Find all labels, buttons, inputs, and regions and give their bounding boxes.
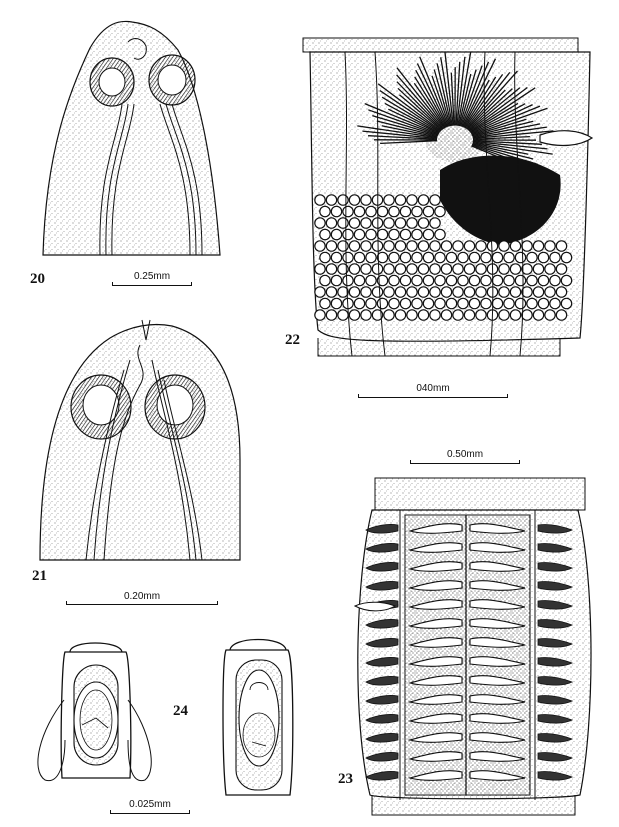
scale-bar-24	[110, 810, 190, 814]
figure-number-22: 22	[285, 332, 300, 348]
scale-label-24: 0.025mm	[129, 799, 171, 810]
scale-bar-23	[410, 460, 520, 464]
scale-label-20: 0.25mm	[133, 271, 171, 282]
scale-label-23: 0.50mm	[446, 449, 484, 460]
figure-number-21: 21	[32, 568, 47, 584]
scale-label-22: 040mm	[416, 383, 450, 394]
scale-bar-21	[66, 601, 218, 605]
figure-21-drawing	[40, 320, 240, 560]
scale-label-21: 0.20mm	[123, 591, 161, 602]
figure-23-drawing	[355, 478, 591, 815]
scale-bar-20	[112, 282, 192, 286]
scale-bar-22	[358, 394, 508, 398]
figure-number-23: 23	[338, 771, 353, 787]
figure-number-24: 24	[173, 703, 188, 719]
figure-24-drawing	[38, 640, 293, 796]
figure-number-20: 20	[30, 271, 45, 287]
figure-20-drawing	[43, 21, 220, 255]
figure-22-drawing	[303, 38, 592, 356]
